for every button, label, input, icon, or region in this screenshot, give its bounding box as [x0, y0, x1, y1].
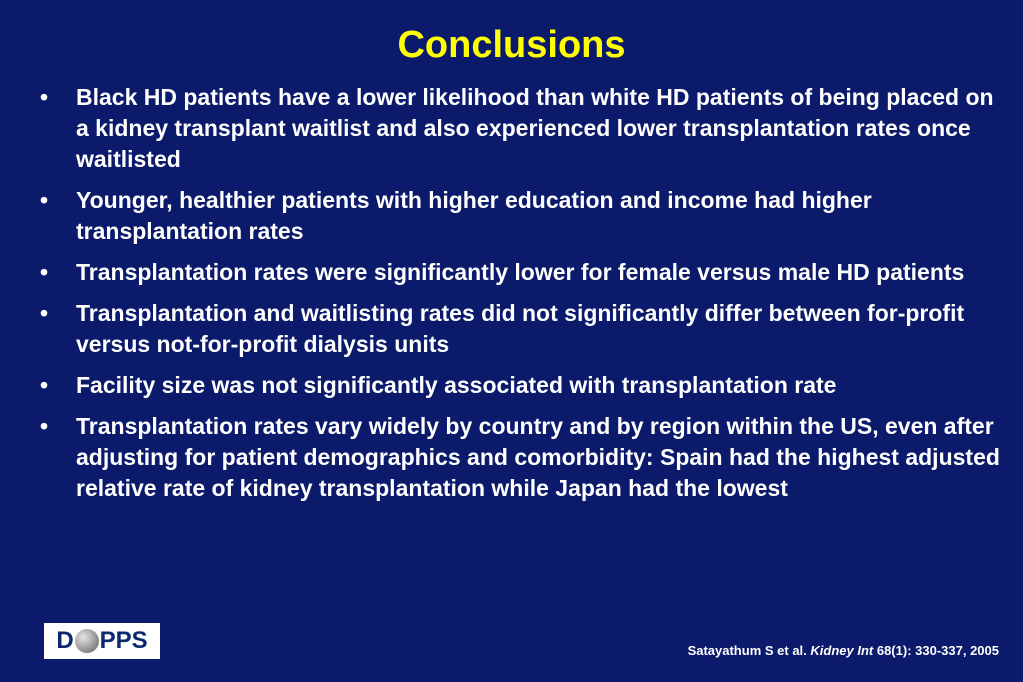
bullet-list: [40, 82, 1005, 514]
bullet-text: Younger, healthier patients with higher education and income had higher transplantation rates: [76, 187, 872, 244]
slide-title: Conclusions: [397, 24, 626, 66]
bullet-item: [40, 298, 1005, 360]
bullet-icon: •: [40, 84, 49, 110]
bullet-text: Transplantation rates vary widely by country and by region within the US, even after adjusting for patient demographics and comorbidity: Spain had the highest adjusted relative rate of kidney transplantation while Japan had the lowest: [76, 413, 1000, 501]
logo-letters-pps: PPS: [99, 627, 148, 654]
citation-details: 68(1): 330-337, 2005: [873, 643, 999, 658]
citation: [688, 643, 999, 658]
citation-authors: Satayathum S et al.: [687, 643, 811, 658]
bullet-icon: •: [40, 187, 49, 213]
citation-journal: Kidney Int: [810, 643, 874, 658]
logo-letter-d: D: [56, 627, 74, 654]
bullet-item: [40, 370, 1005, 401]
dopps-logo: [44, 623, 160, 659]
bullet-item: [40, 185, 1005, 247]
bullet-item: [40, 82, 1005, 175]
bullet-icon: •: [40, 372, 49, 398]
bullet-text: Facility size was not significantly associated with transplantation rate: [76, 372, 837, 398]
globe-icon: [75, 629, 99, 653]
bullet-text: Transplantation and waitlisting rates did not significantly differ between for-profit versus not-for-profit dialysis units: [76, 300, 965, 357]
bullet-icon: •: [40, 413, 49, 439]
bullet-item: [40, 411, 1005, 504]
bullet-icon: •: [40, 300, 49, 326]
bullet-icon: •: [40, 259, 49, 285]
bullet-text: Black HD patients have a lower likelihood than white HD patients of being placed on a kidney transplant waitlist and also experienced lower transplantation rates once waitlisted: [76, 84, 994, 172]
bullet-item: [40, 257, 1005, 288]
bullet-text: Transplantation rates were significantly lower for female versus male HD patients: [76, 259, 965, 285]
